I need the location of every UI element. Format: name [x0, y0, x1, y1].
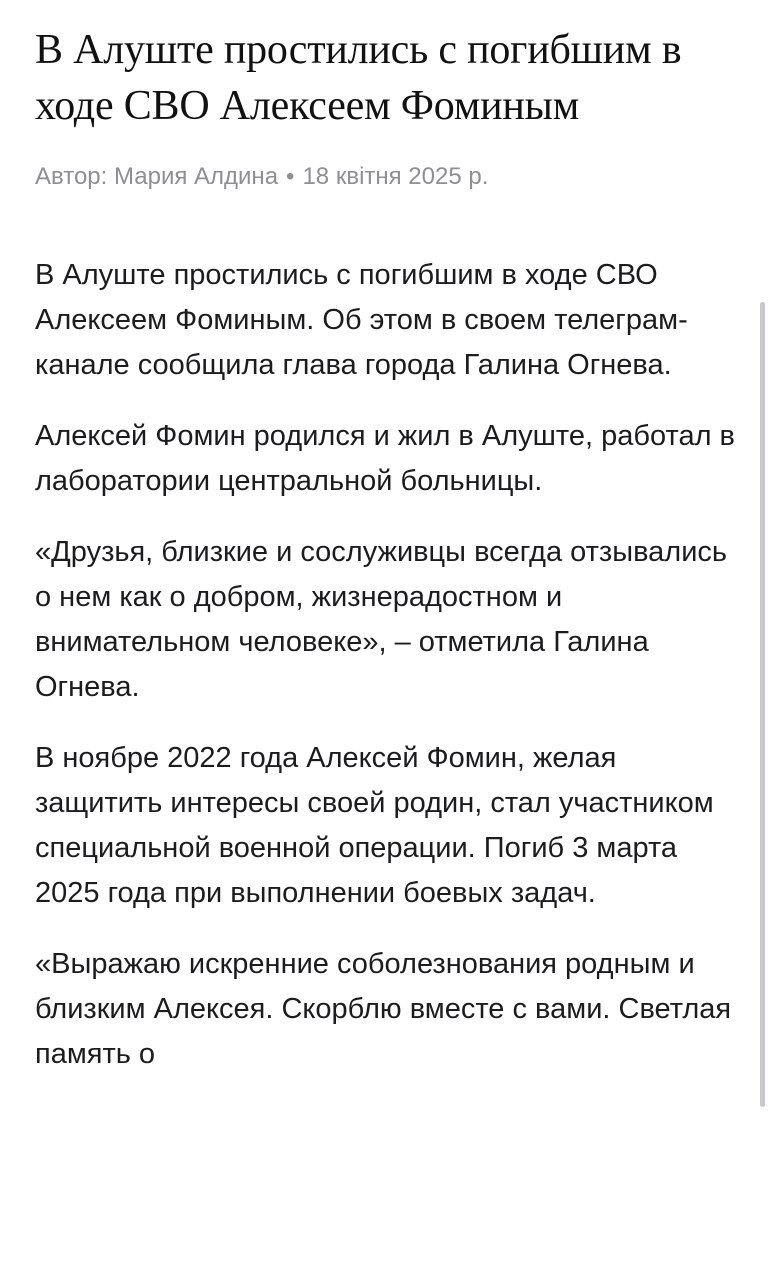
author-byline[interactable]: Автор: Мария Алдина: [35, 163, 279, 190]
article-meta: [35, 162, 735, 192]
article-paragraph: В Алуште простились с погибшим в ходе СВО Алексеем Фоминым. Об этом в своем телеграм-канале сообщила глава города Галина Огнева.: [35, 259, 688, 381]
article: [35, 22, 735, 1103]
article-paragraph: «Друзья, близкие и сослуживцы всегда отзывались о нем как о добром, жизнерадостном и внимательном человеке», – отметила Галина Огнева.: [35, 536, 728, 703]
article-paragraph: «Выражаю искренние соболезнования родным и близким Алексея. Скорблю вместе с вами. Светлая память о: [35, 948, 732, 1070]
article-paragraph: Алексей Фомин родился и жил в Алуште, работал в лаборатории центральной больницы.: [35, 420, 735, 497]
article-headline: В Алуште простились с погибшим в ходе СВО Алексеем Фоминым: [35, 27, 682, 129]
article-paragraph: В ноябре 2022 года Алексей Фомин, желая защитить интересы своей родин, стал участником специальной военной операции. Погиб 3 марта 2025 года при выполнении боевых задач.: [35, 742, 714, 909]
scrollbar-thumb[interactable]: [760, 302, 765, 1107]
article-body: [35, 253, 735, 1077]
meta-separator: •: [286, 163, 295, 190]
publish-date: 18 квітня 2025 р.: [302, 163, 489, 190]
